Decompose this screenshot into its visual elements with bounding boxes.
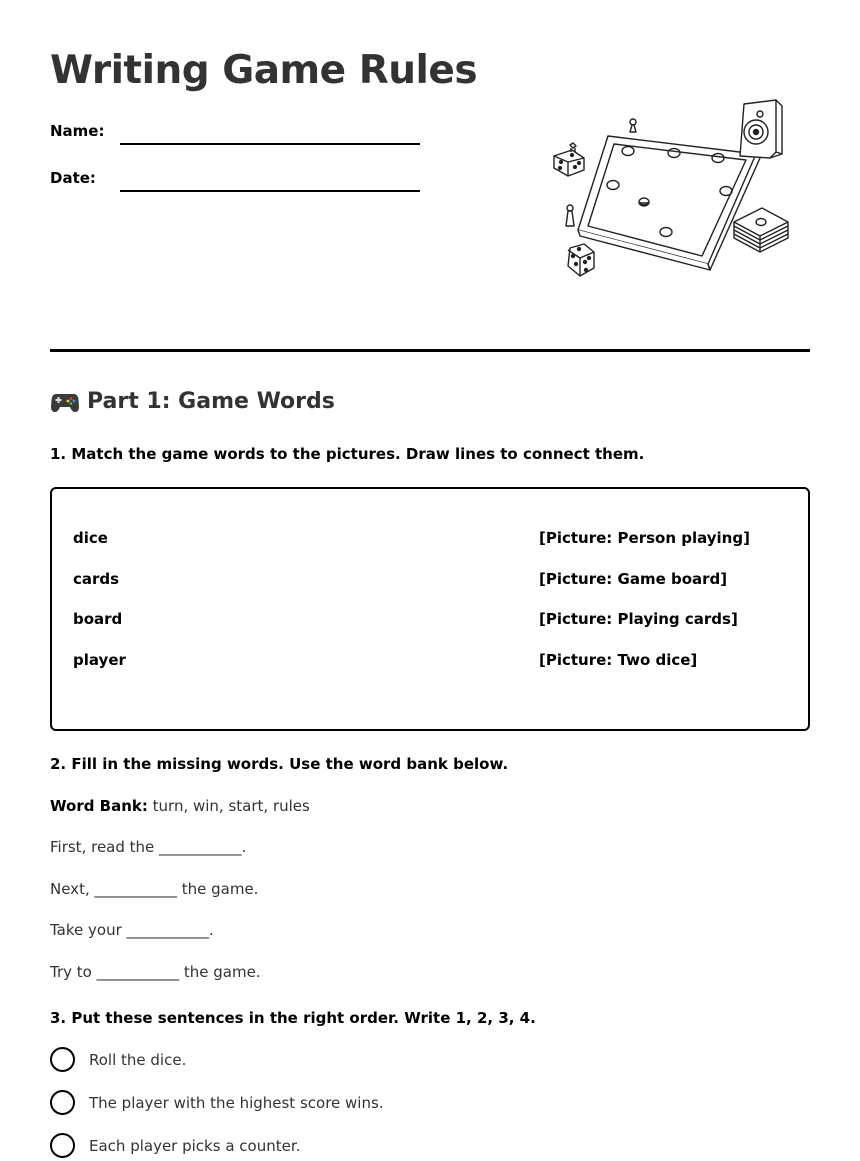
fill-sentence-4[interactable]: Try to ___________ the game. [50, 963, 261, 981]
fill-sentence-3[interactable]: Take your ___________. [50, 921, 214, 939]
match-picture-game-board[interactable]: [Picture: Game board] [539, 570, 728, 588]
word-bank-label: Word Bank: [50, 797, 148, 815]
word-bank-words: turn, win, start, rules [147, 797, 310, 815]
order-item [50, 1133, 300, 1158]
question-3: 3. Put these sentences in the right order. Write 1, 2, 3, 4. [50, 1009, 536, 1027]
match-picture-two-dice[interactable]: [Picture: Two dice] [539, 651, 698, 669]
order-item [50, 1090, 384, 1115]
date-label: Date: [50, 169, 96, 187]
order-item-text: Roll the dice. [89, 1050, 187, 1069]
match-picture-person-playing[interactable]: [Picture: Person playing] [539, 529, 750, 547]
date-field[interactable] [120, 190, 420, 192]
name-label: Name: [50, 122, 105, 140]
gamepad-icon [50, 391, 80, 413]
word-bank [50, 797, 310, 815]
order-item-text: Each player picks a counter. [89, 1136, 301, 1155]
match-word-board[interactable]: board [73, 610, 123, 628]
fill-sentence-1[interactable]: First, read the ___________. [50, 838, 247, 856]
part1-title: Part 1: Game Words [87, 389, 335, 414]
question-1: 1. Match the game words to the pictures. Draw lines to connect them. [50, 445, 645, 463]
order-number-circle[interactable] [50, 1133, 75, 1158]
match-word-dice[interactable]: dice [73, 529, 108, 547]
section-divider [50, 349, 810, 352]
match-word-cards[interactable]: cards [73, 570, 120, 588]
board-game-illustration [548, 96, 794, 286]
order-number-circle[interactable] [50, 1090, 75, 1115]
fill-sentence-2[interactable]: Next, ___________ the game. [50, 880, 259, 898]
order-item-text: The player with the highest score wins. [89, 1093, 384, 1112]
question-2: 2. Fill in the missing words. Use the word bank below. [50, 755, 509, 773]
order-number-circle[interactable] [50, 1047, 75, 1072]
match-word-player[interactable]: player [73, 651, 126, 669]
match-picture-playing-cards[interactable]: [Picture: Playing cards] [539, 610, 738, 628]
part1-heading [50, 389, 335, 414]
matching-box [50, 487, 810, 731]
page-title: Writing Game Rules [50, 48, 478, 93]
name-field[interactable] [120, 143, 420, 145]
order-item [50, 1047, 186, 1072]
